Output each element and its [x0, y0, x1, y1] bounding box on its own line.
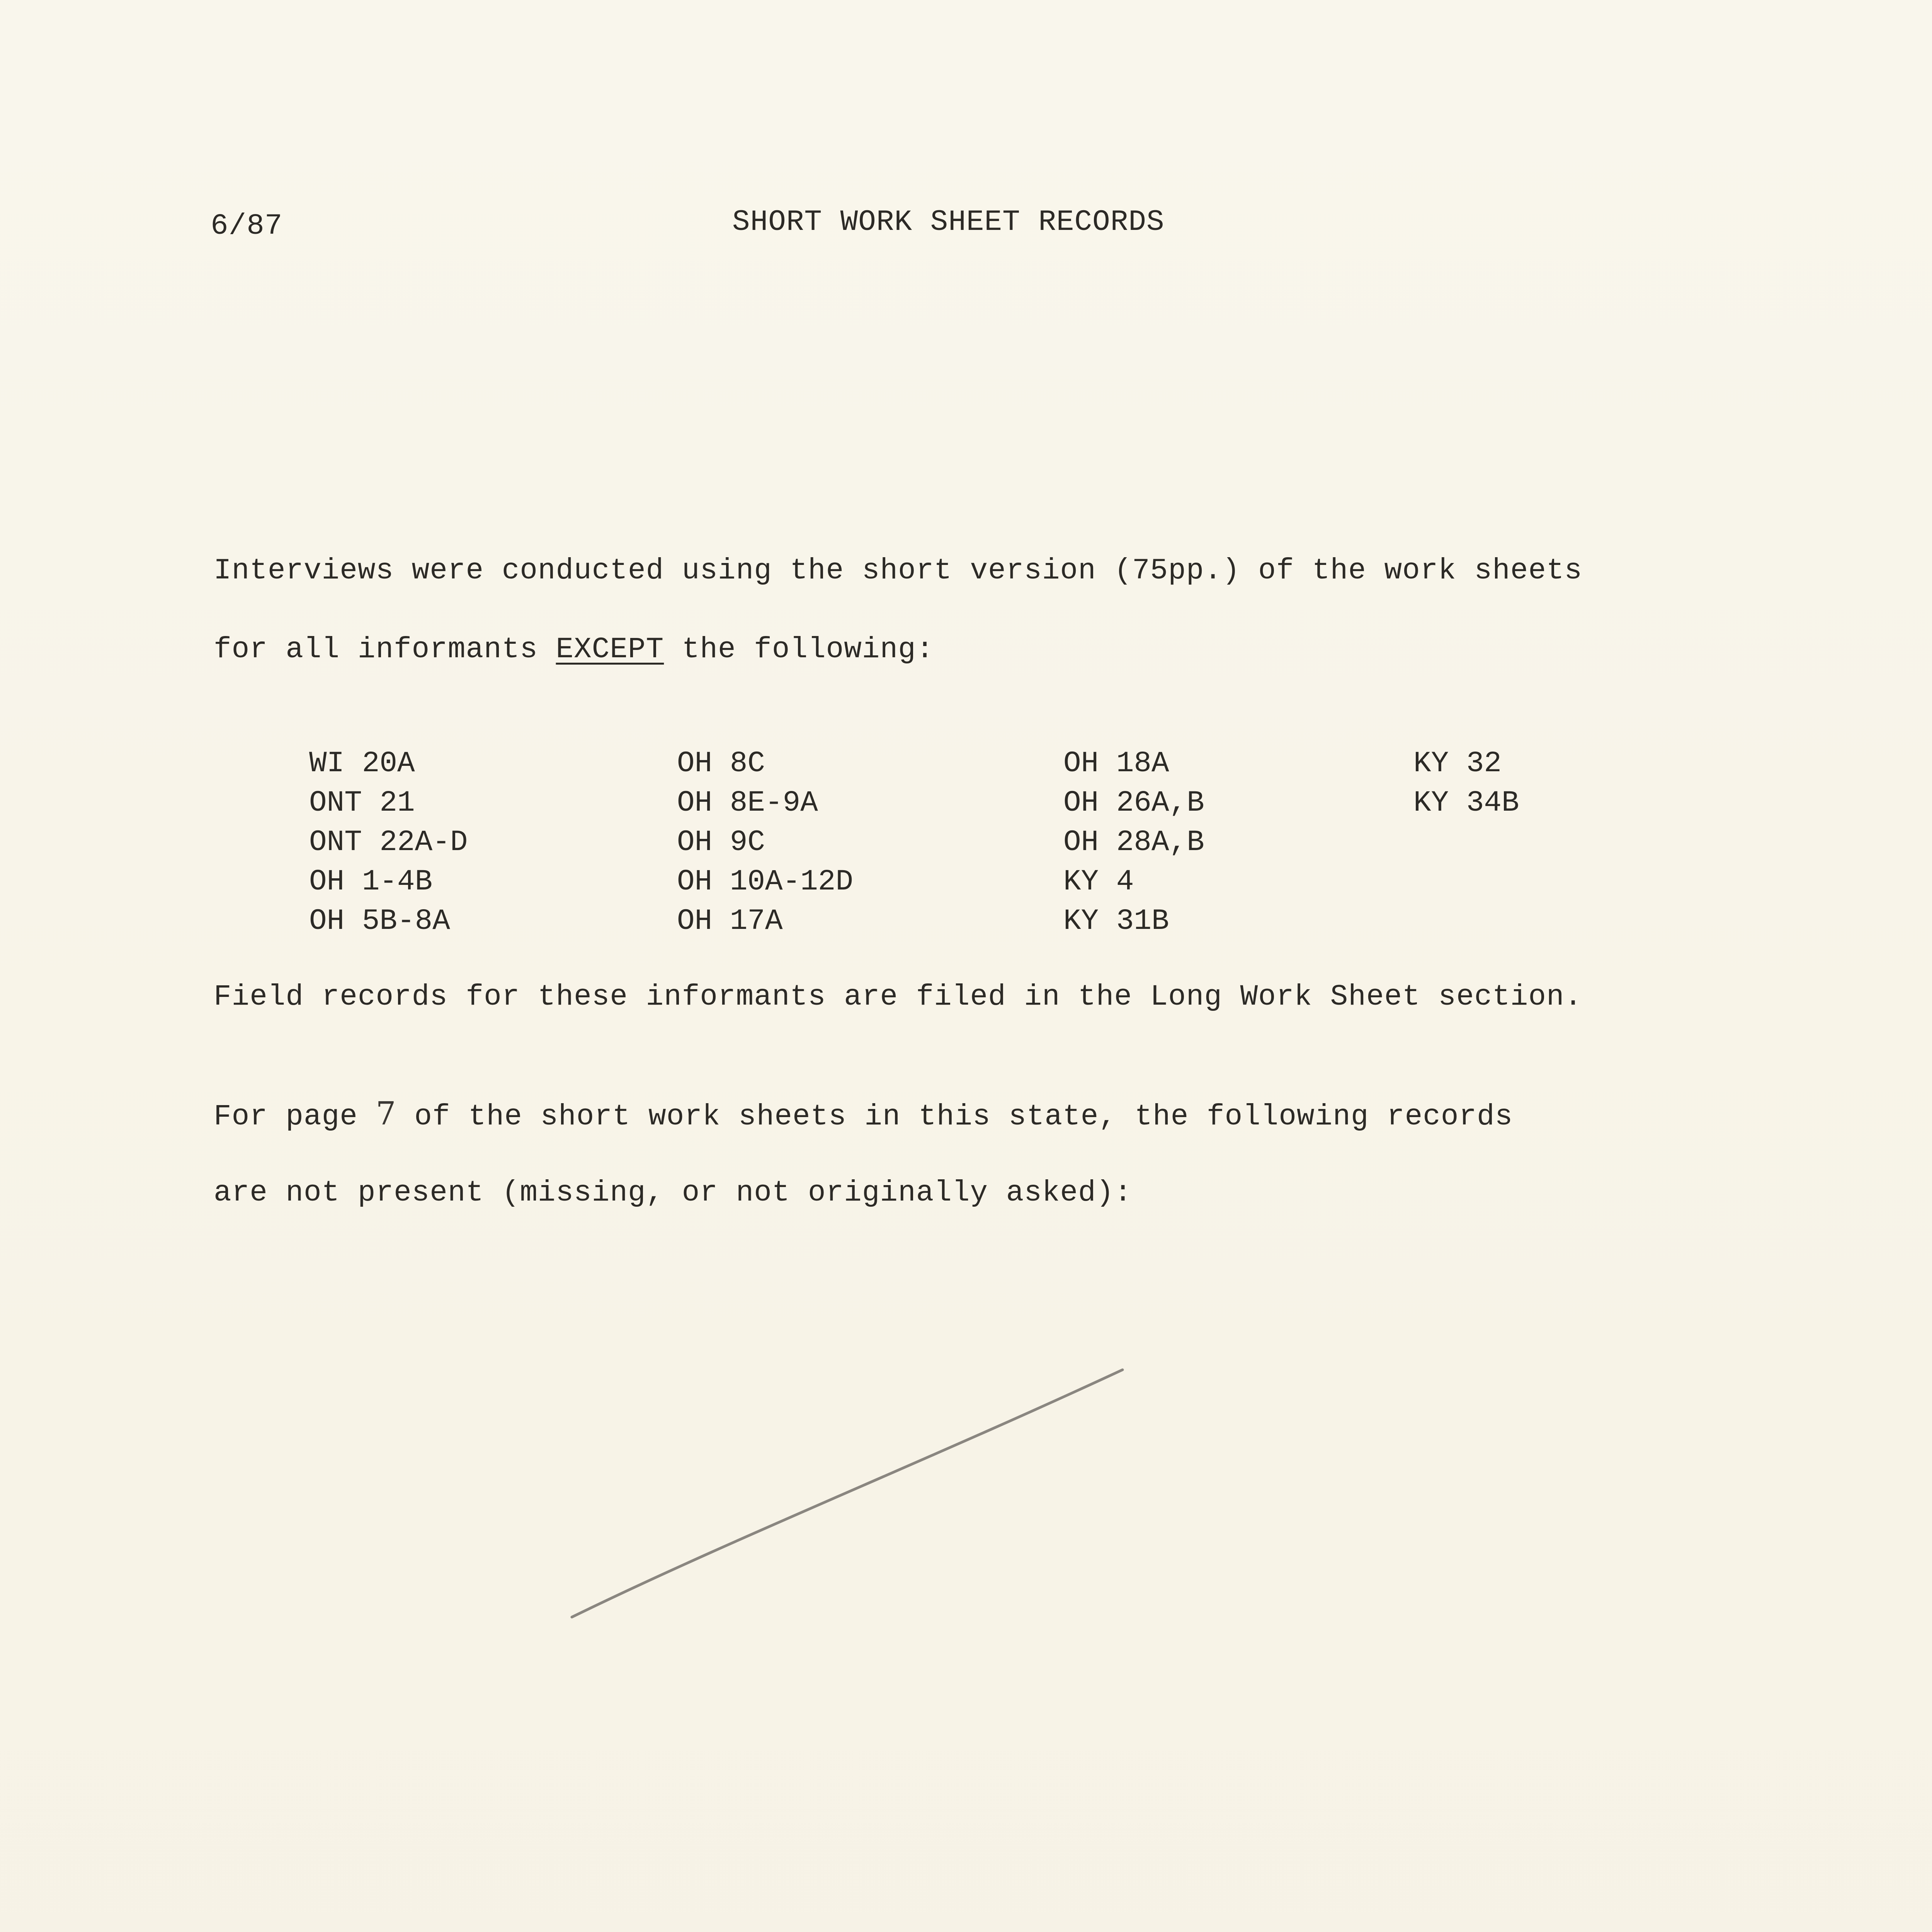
page-line-suffix: of the short work sheets in this state, the following records [396, 1100, 1513, 1133]
intro-suffix: the following: [664, 633, 934, 666]
informant-entry: KY 34B [1413, 786, 1519, 820]
document-date: 6/87 [211, 209, 283, 243]
except-emphasis: EXCEPT [556, 633, 664, 666]
informant-entry: OH 9C [677, 826, 765, 859]
informant-entry: OH 1-4B [309, 865, 433, 898]
intro-text-line-1: Interviews were conducted using the short version (75pp.) of the work sheets [214, 554, 1583, 587]
document-title: SHORT WORK SHEET RECORDS [732, 206, 1165, 239]
informant-entry: KY 32 [1413, 747, 1502, 780]
informant-entry: OH 8E-9A [677, 786, 818, 820]
informant-entry: WI 20A [309, 747, 415, 780]
handwritten-page-number: 7 [376, 1095, 396, 1132]
informant-entry: KY 4 [1063, 865, 1134, 898]
informant-entry: OH 26A,B [1063, 786, 1204, 820]
informant-entry: OH 18A [1063, 747, 1169, 780]
intro-prefix: for all informants [214, 633, 556, 666]
informant-entry: KY 31B [1063, 905, 1169, 938]
informant-entry: ONT 22A-D [309, 826, 468, 859]
field-records-note: Field records for these informants are filed in the Long Work Sheet section. [214, 980, 1583, 1014]
informant-entry: ONT 21 [309, 786, 415, 820]
informant-entry: OH 28A,B [1063, 826, 1204, 859]
page-line-2: are not present (missing, or not originally asked): [214, 1176, 1132, 1209]
informant-entry: OH 17A [677, 905, 783, 938]
informant-entry: OH 8C [677, 747, 765, 780]
informant-entry: OH 5B-8A [309, 905, 450, 938]
informant-entry: OH 10A-12D [677, 865, 854, 898]
page-line-prefix: For page [214, 1100, 376, 1133]
